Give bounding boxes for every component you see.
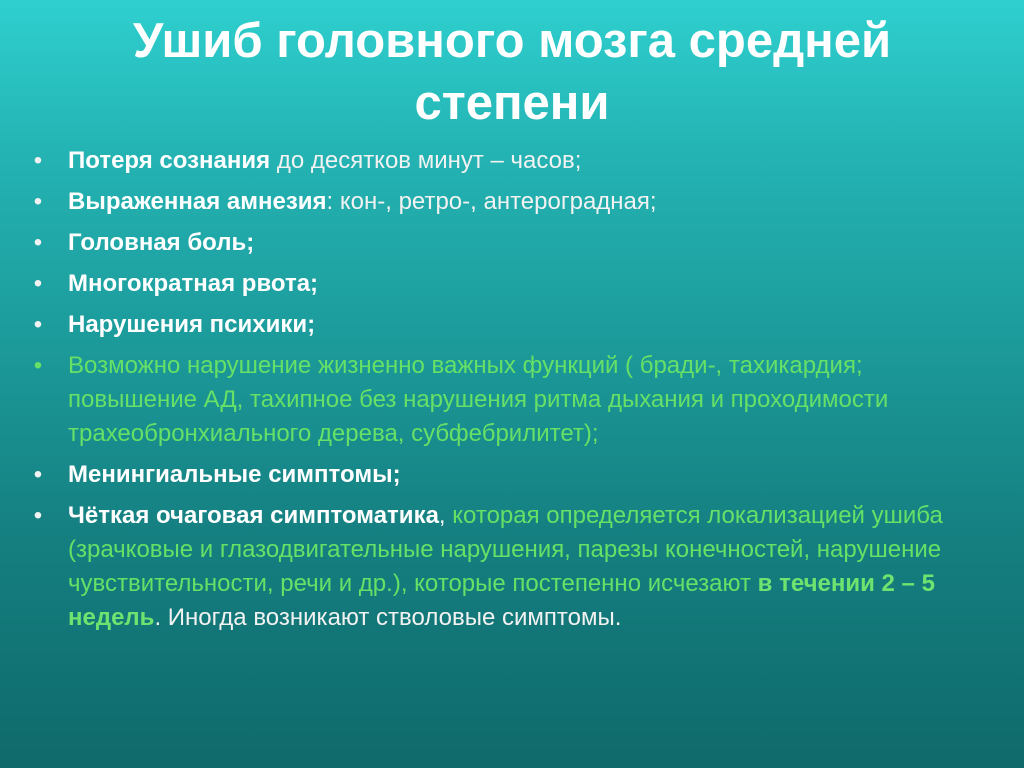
item-bold-text: Менингиальные симптомы; <box>68 461 401 488</box>
item-bold-text: Потеря сознания <box>68 147 271 174</box>
item-bold-text: Многократная рвота; <box>68 270 319 297</box>
item-text: . Иногда возникают стволовые симптомы. <box>154 604 622 631</box>
item-green-text: Возможно нарушение жизненно важных функций ( бради-, тахикардия; повышение АД, тахипное без нарушения ритма дыхания и проходимости трахеобронхиального дерева, субфебрилитет); <box>68 352 889 447</box>
list-item <box>28 267 998 301</box>
bullet-icon: • <box>33 229 43 256</box>
item-text: до десятков минут – часов; <box>270 147 582 174</box>
item-bold-text: Нарушения психики; <box>68 311 316 338</box>
item-green-bold-text: в течении 2 – 5 недель <box>68 570 935 631</box>
bullet-icon: • <box>33 502 43 529</box>
bullet-icon: • <box>33 270 43 297</box>
item-comma: , <box>438 502 446 529</box>
item-green-text: которая определяется локализацией ушиба (зрачковые и глазодвигательные нарушения, парезы конечностей, нарушение чувствительности, речи и др.), которые постепенно исчезают <box>68 502 943 597</box>
item-bold-text: Чёткая очаговая симптоматика <box>68 502 439 529</box>
item-bold-text: Головная боль; <box>68 229 255 256</box>
bullet-icon: • <box>33 188 43 215</box>
bullet-icon: • <box>33 461 43 488</box>
list-item <box>28 144 998 178</box>
title-line-2: степени <box>414 76 610 130</box>
list-item <box>28 349 998 451</box>
list-item <box>28 226 998 260</box>
bullet-icon: • <box>33 311 43 338</box>
list-item <box>28 499 998 635</box>
bullet-icon: • <box>33 352 43 379</box>
bullet-icon: • <box>33 147 43 174</box>
list-item <box>28 185 998 219</box>
item-text: : кон-, ретро-, антероградная; <box>326 188 657 215</box>
item-bold-text: Выраженная амнезия <box>68 188 327 215</box>
bullet-list <box>28 144 998 642</box>
title-line-1: Ушиб головного мозга средней <box>132 14 892 68</box>
slide-title <box>40 10 984 134</box>
list-item <box>28 458 998 492</box>
list-item <box>28 308 998 342</box>
